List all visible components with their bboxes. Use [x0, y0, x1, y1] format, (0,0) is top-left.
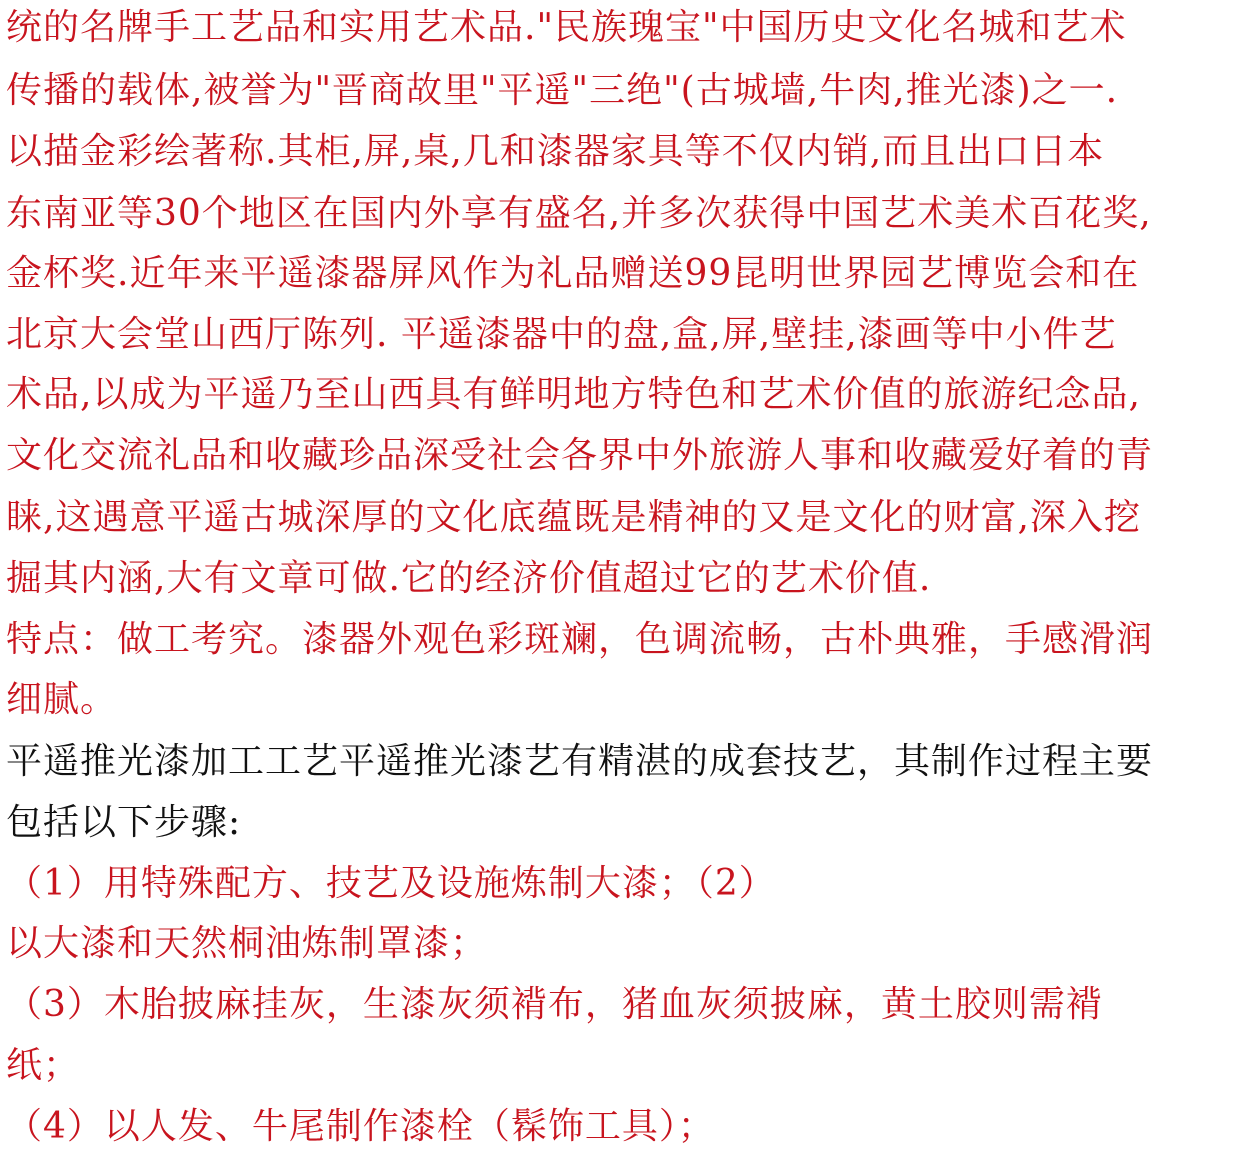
- step-line: （1）用特殊配方、技艺及设施炼制大漆；（2）: [6, 863, 776, 904]
- process-intro-line: 平遥推光漆加工工艺平遥推光漆艺有精湛的成套技艺，其制作过程主要: [6, 741, 1154, 782]
- step-line: 以大漆和天然桐油炼制罩漆；: [6, 923, 488, 964]
- paragraph-line: 掘其内涵,大有文章可做.它的经济价值超过它的艺术价值.: [6, 558, 932, 599]
- step-line: （4）以人发、牛尾制作漆栓（髹饰工具）；: [6, 1106, 715, 1147]
- paragraph-line: 以描金彩绘著称.其柜,屏,桌,几和漆器家具等不仅内销,而且出口日本: [6, 131, 1105, 172]
- paragraph-line: 东南亚等30个地区在国内外享有盛名,并多次获得中国艺术美术百花奖,: [6, 193, 1152, 234]
- step-line: 纸；: [6, 1045, 81, 1086]
- features-line: 细腻。: [6, 679, 118, 720]
- page-bottom-fade: [0, 1156, 1240, 1172]
- paragraph-line: 统的名牌手工艺品和实用艺术品."民族瑰宝"中国历史文化名城和艺术: [6, 7, 1127, 48]
- features-line: 特点：做工考究。漆器外观色彩斑斓，色调流畅，古朴典雅，手感滑润: [6, 619, 1154, 660]
- paragraph-line: 文化交流礼品和收藏珍品深受社会各界中外旅游人事和收藏爱好着的青: [6, 435, 1154, 476]
- paragraph-line: 金杯奖.近年来平遥漆器屏风作为礼品赠送99昆明世界园艺博览会和在: [6, 253, 1140, 294]
- paragraph-line: 北京大会堂山西厅陈列. 平遥漆器中的盘,盒,屏,壁挂,漆画等中小件艺: [6, 314, 1117, 355]
- paragraph-line: 睐,这遇意平遥古城深厚的文化底蕴既是精神的又是文化的财富,深入挖: [6, 497, 1141, 538]
- process-intro-line: 包括以下步骤:: [6, 802, 242, 843]
- paragraph-line: 术品,以成为平遥乃至山西具有鲜明地方特色和艺术价值的旅游纪念品,: [6, 374, 1141, 415]
- paragraph-line: 传播的载体,被誉为"晋商故里"平遥"三绝"(古城墙,牛肉,推光漆)之一.: [6, 70, 1119, 111]
- step-line: （3）木胎披麻挂灰，生漆灰须褙布，猪血灰须披麻，黄土胶则需褙: [6, 984, 1103, 1025]
